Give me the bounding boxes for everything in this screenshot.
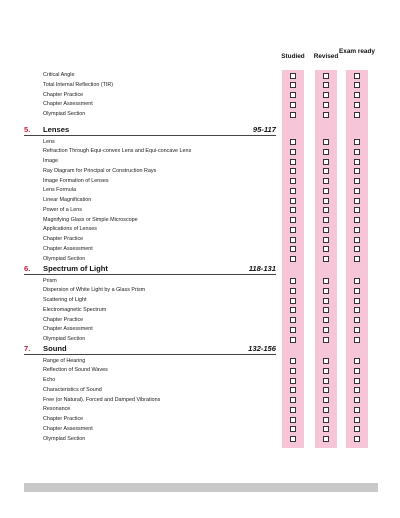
chapter-number: 7. <box>24 344 31 353</box>
revised-checkbox[interactable] <box>323 407 329 413</box>
revised-checkbox[interactable] <box>323 317 329 323</box>
topic-item: Olympiad Section <box>43 255 86 262</box>
column-header-studied: Studied <box>281 53 305 60</box>
exam-ready-checkbox[interactable] <box>354 337 360 343</box>
revised-checkbox[interactable] <box>323 73 329 79</box>
revised-checkbox[interactable] <box>323 149 329 155</box>
revised-checkbox[interactable] <box>323 397 329 403</box>
topic-item: Magnifying Glass or Simple Microscope <box>43 216 138 223</box>
topic-item: Olympiad Section <box>43 336 86 342</box>
revised-checkbox[interactable] <box>323 92 329 98</box>
revised-checkbox[interactable] <box>323 237 329 243</box>
exam-ready-checkbox[interactable] <box>354 397 360 403</box>
revised-checkbox[interactable] <box>323 368 329 374</box>
exam-ready-checkbox[interactable] <box>354 246 360 252</box>
exam-ready-checkbox[interactable] <box>354 92 360 98</box>
exam-ready-checkbox[interactable] <box>354 426 360 432</box>
exam-ready-checkbox[interactable] <box>354 417 360 423</box>
chapter-title: Sound <box>43 344 67 353</box>
topic-item: Chapter Practice <box>43 316 84 323</box>
studied-checkbox[interactable] <box>290 407 296 413</box>
revised-checkbox[interactable] <box>323 139 329 145</box>
studied-checkbox[interactable] <box>290 378 296 384</box>
studied-checkbox[interactable] <box>290 436 296 442</box>
exam-ready-checkbox[interactable] <box>354 102 360 108</box>
exam-ready-checkbox[interactable] <box>354 139 360 145</box>
studied-checkbox[interactable] <box>290 82 296 88</box>
exam-ready-checkbox[interactable] <box>354 407 360 413</box>
studied-checkbox[interactable] <box>290 246 296 252</box>
topic-item: Image Formation of Lenses <box>43 177 109 184</box>
studied-checkbox[interactable] <box>290 102 296 108</box>
studied-checkbox[interactable] <box>290 217 296 223</box>
topic-item: Range of Hearing <box>43 357 86 364</box>
revised-checkbox[interactable] <box>323 337 329 343</box>
chapter-heading <box>24 343 276 355</box>
topic-item: Olympiad Section <box>43 435 86 442</box>
studied-checkbox[interactable] <box>290 168 296 174</box>
revised-checkbox[interactable] <box>323 278 329 284</box>
revised-checkbox[interactable] <box>323 102 329 108</box>
revised-checkbox[interactable] <box>323 256 329 262</box>
exam-ready-checkbox[interactable] <box>354 168 360 174</box>
studied-checkbox[interactable] <box>290 368 296 374</box>
topic-item: Scattering of Light <box>43 297 87 303</box>
topic-item: Refraction Through Equi-convex Lens and Equi-concave Lens <box>43 148 192 155</box>
studied-checkbox[interactable] <box>290 188 296 194</box>
topic-item: Echo <box>43 377 56 383</box>
studied-checkbox[interactable] <box>290 178 296 184</box>
studied-checkbox[interactable] <box>290 256 296 262</box>
exam-ready-checkbox[interactable] <box>354 207 360 213</box>
revised-checkbox[interactable] <box>323 207 329 213</box>
chapter-page-range: 95-117 <box>252 125 276 134</box>
studied-checkbox[interactable] <box>290 278 296 284</box>
topic-item: Chapter Assessment <box>43 245 93 252</box>
revised-checkbox[interactable] <box>323 168 329 174</box>
exam-ready-checkbox[interactable] <box>354 198 360 204</box>
revised-checkbox[interactable] <box>323 82 329 88</box>
topic-item: Applications of Lenses <box>43 226 97 233</box>
studied-checkbox[interactable] <box>290 387 296 393</box>
revised-checkbox[interactable] <box>323 327 329 333</box>
exam-ready-checkbox[interactable] <box>354 256 360 262</box>
topic-item: Lens Formula <box>43 187 76 194</box>
topic-item: Prism <box>43 277 57 284</box>
studied-checkbox[interactable] <box>290 337 296 343</box>
exam-ready-checkbox[interactable] <box>354 307 360 313</box>
revised-checkbox[interactable] <box>323 198 329 204</box>
studied-checkbox[interactable] <box>290 397 296 403</box>
studied-checkbox[interactable] <box>290 207 296 213</box>
chapter-number: 5. <box>24 125 31 134</box>
revised-checkbox[interactable] <box>323 159 329 165</box>
studied-checkbox[interactable] <box>290 227 296 233</box>
revised-checkbox[interactable] <box>323 307 329 313</box>
studied-checkbox[interactable] <box>290 112 296 118</box>
revised-checkbox[interactable] <box>323 436 329 442</box>
studied-checkbox[interactable] <box>290 317 296 323</box>
exam-ready-checkbox[interactable] <box>354 149 360 155</box>
chapter-title: Spectrum of Light <box>43 264 108 273</box>
exam-ready-checkbox[interactable] <box>354 358 360 364</box>
topic-item: Linear Magnification <box>43 197 92 203</box>
exam-ready-checkbox[interactable] <box>354 178 360 184</box>
exam-ready-checkbox[interactable] <box>354 188 360 194</box>
studied-checkbox[interactable] <box>290 288 296 294</box>
topic-item: Total Internal Reflection (TIR) <box>43 81 114 88</box>
studied-checkbox[interactable] <box>290 139 296 145</box>
topic-item: Power of a Lens <box>43 206 82 213</box>
exam-ready-checkbox[interactable] <box>354 368 360 374</box>
exam-ready-checkbox[interactable] <box>354 278 360 284</box>
studied-checkbox[interactable] <box>290 92 296 98</box>
exam-ready-checkbox[interactable] <box>354 73 360 79</box>
topic-item: Olympiad Section <box>43 111 86 117</box>
chapter-heading <box>24 263 276 275</box>
topic-item: Lens <box>43 138 55 145</box>
revised-checkbox[interactable] <box>323 387 329 393</box>
exam-ready-checkbox[interactable] <box>354 227 360 233</box>
revised-checkbox[interactable] <box>323 417 329 423</box>
studied-checkbox[interactable] <box>290 358 296 364</box>
topic-item: Reflection of Sound Waves <box>43 367 108 374</box>
topic-item: Chapter Practice <box>43 416 84 422</box>
exam-ready-checkbox[interactable] <box>354 288 360 294</box>
studied-checkbox[interactable] <box>290 237 296 243</box>
exam-ready-checkbox[interactable] <box>354 317 360 323</box>
chapter-title: Lenses <box>43 125 70 134</box>
exam-ready-checkbox[interactable] <box>354 159 360 165</box>
topic-item: Free (or Natural), Forced and Damped Vibrations <box>43 396 161 403</box>
topic-item: Chapter Assessment <box>43 425 93 432</box>
exam-ready-checkbox[interactable] <box>354 82 360 88</box>
revised-checkbox[interactable] <box>323 112 329 118</box>
column-header-revised: Revised <box>313 53 339 60</box>
exam-ready-checkbox[interactable] <box>354 298 360 304</box>
revised-checkbox[interactable] <box>323 217 329 223</box>
exam-ready-checkbox[interactable] <box>354 436 360 442</box>
studied-checkbox[interactable] <box>290 159 296 165</box>
studied-checkbox[interactable] <box>290 73 296 79</box>
studied-checkbox[interactable] <box>290 426 296 432</box>
revised-checkbox[interactable] <box>323 358 329 364</box>
exam-ready-checkbox[interactable] <box>354 378 360 384</box>
topic-item: Chapter Practice <box>43 91 84 98</box>
exam-ready-checkbox[interactable] <box>354 387 360 393</box>
studied-checkbox[interactable] <box>290 307 296 313</box>
exam-ready-checkbox[interactable] <box>354 112 360 118</box>
chapter-heading <box>24 124 276 136</box>
exam-ready-checkbox[interactable] <box>354 237 360 243</box>
revised-checkbox[interactable] <box>323 298 329 304</box>
topic-item: Resonance <box>43 406 71 413</box>
revised-checkbox[interactable] <box>323 178 329 184</box>
topic-item: Electromagnetic Spectrum <box>43 306 107 313</box>
column-header-exam-ready: Exam ready <box>339 48 375 55</box>
chapter-page-range: 118-131 <box>248 264 276 273</box>
revised-checkbox[interactable] <box>323 426 329 432</box>
topic-item: Dispersion of White Light by a Glass Prism <box>43 287 146 294</box>
topic-item: Chapter Assessment <box>43 326 93 333</box>
topic-item: Chapter Assessment <box>43 101 93 108</box>
studied-checkbox[interactable] <box>290 149 296 155</box>
topic-item: Critical Angle <box>43 72 75 78</box>
exam-ready-checkbox[interactable] <box>354 217 360 223</box>
chapter-page-range: 132-156 <box>248 344 276 353</box>
exam-ready-checkbox[interactable] <box>354 327 360 333</box>
chapter-number: 6. <box>24 264 31 273</box>
studied-checkbox[interactable] <box>290 298 296 304</box>
revised-checkbox[interactable] <box>323 227 329 233</box>
studied-checkbox[interactable] <box>290 327 296 333</box>
revised-checkbox[interactable] <box>323 246 329 252</box>
studied-checkbox[interactable] <box>290 198 296 204</box>
studied-checkbox[interactable] <box>290 417 296 423</box>
topic-item: Chapter Practice <box>43 236 84 242</box>
topic-item: Image <box>43 158 58 164</box>
revised-checkbox[interactable] <box>323 288 329 294</box>
footer-bar <box>24 483 378 492</box>
revised-checkbox[interactable] <box>323 378 329 384</box>
revised-checkbox[interactable] <box>323 188 329 194</box>
topic-item: Characteristics of Sound <box>43 386 102 393</box>
topic-item: Ray Diagram for Principal or Construction Rays <box>43 167 157 174</box>
